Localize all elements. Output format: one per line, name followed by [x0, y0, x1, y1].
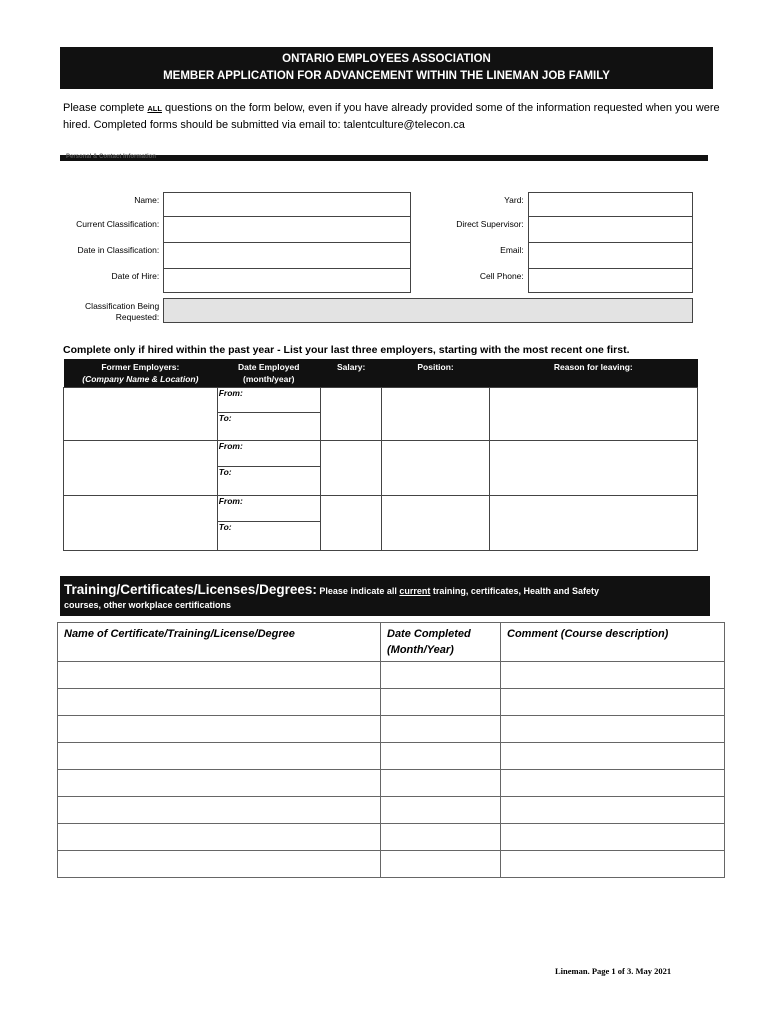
cert-name-field[interactable] [58, 851, 381, 878]
certificate-row-5 [58, 770, 725, 797]
training-title: Training/Certificates/Licenses/Degrees: [64, 582, 317, 597]
form-header [60, 47, 713, 89]
cert-name-field[interactable] [58, 689, 381, 716]
employer-1-dates[interactable] [217, 388, 320, 441]
employer-1-salary[interactable] [320, 388, 382, 441]
intro-all: ALL [147, 104, 162, 113]
employer-3-dates[interactable] [217, 496, 320, 551]
col-date-completed: Date Completed (Month/Year) [381, 623, 501, 662]
training-section-bar [60, 576, 710, 616]
col-certificate-name: Name of Certificate/Training/License/Degree [58, 623, 381, 662]
employer-3-salary[interactable] [320, 496, 382, 551]
training-desc-line2: courses, other workplace certifications [64, 600, 232, 610]
cert-date-field[interactable] [381, 716, 501, 743]
yard-field[interactable] [528, 193, 692, 217]
cert-name-field[interactable] [58, 824, 381, 851]
name-label: Name: [134, 194, 160, 205]
certificate-row-3 [58, 716, 725, 743]
certificate-row-7 [58, 824, 725, 851]
cert-comment-field[interactable] [501, 770, 725, 797]
personal-section-title: Personal & Contact Information [66, 154, 157, 160]
cert-date-field[interactable] [381, 851, 501, 878]
employer-2-position[interactable] [382, 441, 489, 496]
form-title: MEMBER APPLICATION FOR ADVANCEMENT WITHIN THE LINEMAN JOB FAMILY [163, 70, 610, 82]
employer-2-salary[interactable] [320, 441, 382, 496]
personal-section-bar [60, 155, 708, 161]
employer-1-reason[interactable] [489, 388, 697, 441]
employer-row-2 [64, 441, 698, 496]
employer-2-to[interactable]: To: [218, 467, 232, 477]
employer-1-position[interactable] [382, 388, 489, 441]
employer-1-field[interactable] [64, 388, 218, 441]
certificate-row-8 [58, 851, 725, 878]
org-name: ONTARIO EMPLOYEES ASSOCIATION [282, 53, 491, 65]
employers-table [63, 359, 698, 551]
intro-part2: questions on the form below, even if you have already provided some of the information requested when you were hired. Completed forms should be submitted via email to: talentculture@telecon.ca [63, 102, 720, 131]
col-reason: Reason for leaving: [489, 359, 697, 388]
cert-name-field[interactable] [58, 743, 381, 770]
cert-comment-field[interactable] [501, 662, 725, 689]
cert-date-field[interactable] [381, 689, 501, 716]
cert-comment-field[interactable] [501, 716, 725, 743]
date-of-hire-field[interactable] [164, 269, 411, 293]
cert-date-field[interactable] [381, 662, 501, 689]
date-in-classification-field[interactable] [164, 243, 411, 269]
training-desc-part1: Please indicate all [316, 586, 400, 596]
employer-3-position[interactable] [382, 496, 489, 551]
certificate-row-2 [58, 689, 725, 716]
cell-phone-field[interactable] [528, 269, 692, 293]
direct-supervisor-field[interactable] [528, 217, 692, 243]
cert-date-field[interactable] [381, 743, 501, 770]
current-classification-label: Current Classification: [76, 218, 160, 229]
classification-requested-field[interactable] [164, 299, 693, 323]
employer-2-field[interactable] [64, 441, 218, 496]
cert-date-field[interactable] [381, 770, 501, 797]
col-former-sub: (Company Name & Location) [82, 374, 199, 384]
col-former-employers [64, 359, 218, 388]
personal-info-table [63, 192, 693, 323]
col-former-label: Former Employers: [101, 362, 180, 372]
training-desc-part2: training, certificates, Health and Safety [430, 586, 599, 596]
cert-name-field[interactable] [58, 662, 381, 689]
col-salary: Salary: [320, 359, 382, 388]
employer-3-to[interactable]: To: [218, 522, 232, 532]
col-date-label: Date Employed [238, 362, 300, 372]
date-in-classification-label: Date in Classification: [77, 244, 160, 255]
col-comment: Comment (Course description) [501, 623, 725, 662]
page-footer: Lineman. Page 1 of 3. May 2021 [555, 966, 672, 976]
email-field[interactable] [528, 243, 692, 269]
certificate-row-4 [58, 743, 725, 770]
email-label: Email: [500, 244, 524, 255]
current-classification-field[interactable] [164, 217, 411, 243]
cert-name-field[interactable] [58, 770, 381, 797]
cert-name-field[interactable] [58, 716, 381, 743]
certificate-row-6 [58, 797, 725, 824]
employer-2-from[interactable]: From: [218, 441, 320, 467]
date-of-hire-label: Date of Hire: [111, 270, 160, 281]
employer-1-from[interactable]: From: [218, 388, 320, 413]
employer-row-1 [64, 388, 698, 441]
employer-row-3 [64, 496, 698, 551]
col-date-employed [217, 359, 320, 388]
cert-comment-field[interactable] [501, 797, 725, 824]
employer-3-from[interactable]: From: [218, 496, 320, 522]
cert-comment-field[interactable] [501, 689, 725, 716]
training-desc-current: current [399, 586, 431, 596]
direct-supervisor-label: Direct Supervisor: [456, 218, 524, 229]
cert-comment-field[interactable] [501, 824, 725, 851]
employer-3-reason[interactable] [489, 496, 697, 551]
employers-note: Complete only if hired within the past year - List your last three employers, starting with the most recent one first. [63, 344, 630, 356]
name-field[interactable] [164, 193, 411, 217]
certificate-row-1 [58, 662, 725, 689]
intro-text [63, 100, 723, 133]
cell-phone-label: Cell Phone: [479, 270, 524, 281]
cert-name-field[interactable] [58, 797, 381, 824]
certificates-table [57, 622, 725, 878]
col-date-sub: (month/year) [243, 374, 295, 384]
cert-comment-field[interactable] [501, 743, 725, 770]
classification-requested-label: Classification Being Requested: [85, 300, 160, 322]
cert-date-field[interactable] [381, 824, 501, 851]
cert-date-field[interactable] [381, 797, 501, 824]
employer-1-to[interactable]: To: [218, 413, 232, 423]
col-position: Position: [382, 359, 489, 388]
intro-part1: Please complete [63, 102, 148, 114]
employer-2-reason[interactable] [489, 441, 697, 496]
cert-comment-field[interactable] [501, 851, 725, 878]
employer-3-field[interactable] [64, 496, 218, 551]
yard-label: Yard: [504, 194, 524, 205]
employer-2-dates[interactable] [217, 441, 320, 496]
